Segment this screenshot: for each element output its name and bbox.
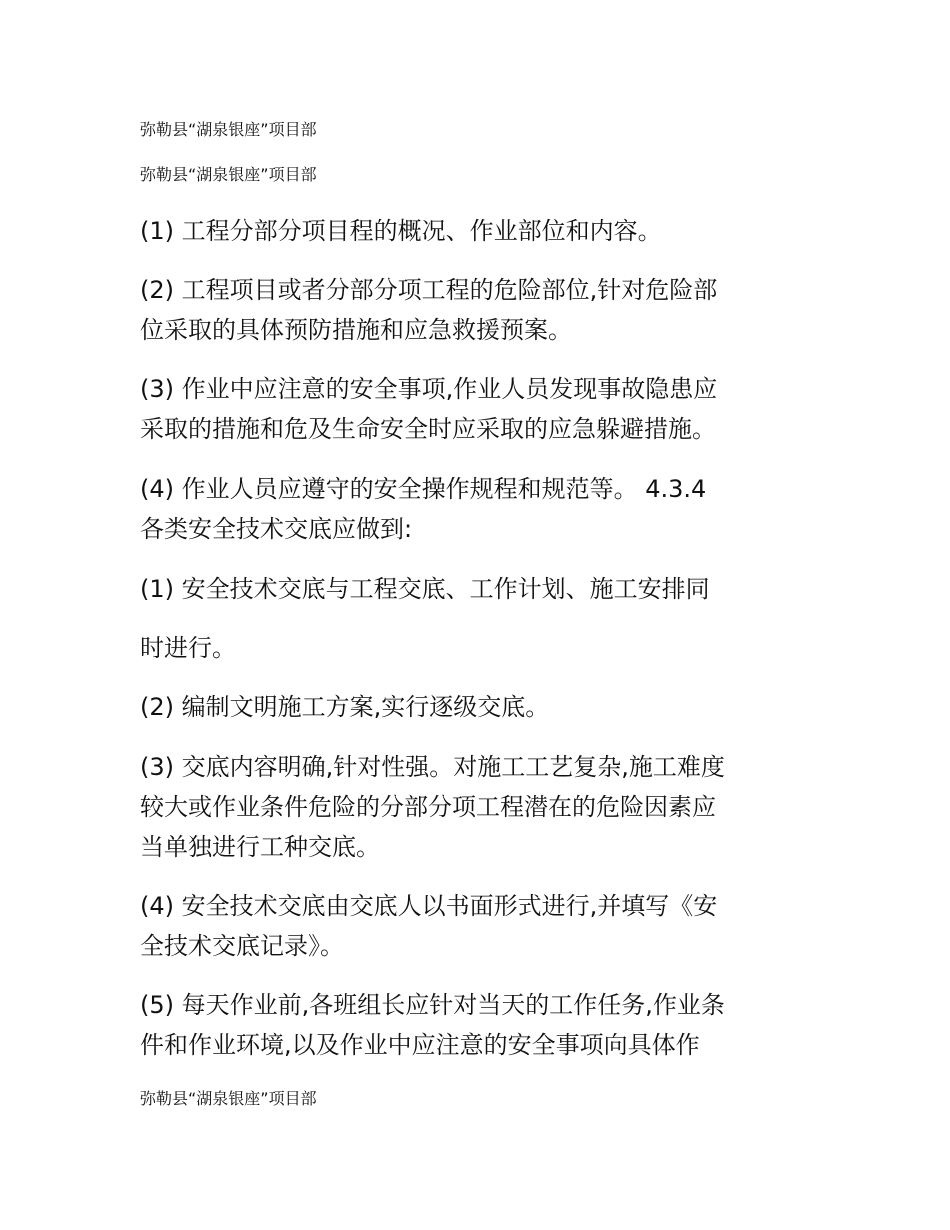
paragraph-5 (140, 569, 820, 609)
paragraph-line: (3) 交底内容明确,针对性强。对施工工艺复杂,施工难度 (140, 753, 725, 781)
paragraph-4 (140, 469, 820, 549)
paragraph-line: 较大或作业条件危险的分部分项工程潜在的危险因素应 (140, 793, 716, 821)
paragraph-line: (1) 安全技术交底与工程交底、工作计划、施工安排同 (140, 575, 710, 603)
paragraph-line: 当单独进行工种交底。 (140, 833, 380, 861)
paragraph-9 (140, 886, 820, 966)
paragraph-line: (2) 工程项目或者分部分项工程的危险部位,针对危险部 (140, 276, 718, 304)
paragraph-line: (3) 作业中应注意的安全事项,作业人员发现事故隐患应 (140, 375, 718, 403)
paragraph-7 (140, 687, 820, 727)
paragraph-line: 全技术交底记录》。 (140, 932, 344, 960)
paragraph-line: 各类安全技术交底应做到: (140, 515, 413, 543)
paragraph-line: 件和作业环境,以及作业中应注意的安全事项向具体作 (140, 1031, 700, 1059)
paragraph-line: 时进行。 (140, 634, 236, 662)
paragraph-8 (140, 747, 820, 867)
page-header-line-1: 弥勒县“湖泉银座”项目部 (140, 120, 317, 139)
paragraph-line: (2) 编制文明施工方案,实行逐级交底。 (140, 693, 550, 721)
page-footer: 弥勒县“湖泉银座”项目部 (140, 1089, 317, 1108)
paragraph-line: (1) 工程分部分项目程的概况、作业部位和内容。 (140, 217, 662, 245)
paragraph-6 (140, 628, 820, 668)
paragraph-line: 位采取的具体预防措施和应急救援预案。 (140, 316, 572, 344)
paragraph-1 (140, 211, 820, 251)
paragraph-line: 采取的措施和危及生命安全时应采取的应急躲避措施。 (140, 415, 716, 443)
paragraph-10 (140, 985, 820, 1065)
paragraph-line: (5) 每天作业前,各班组长应针对当天的工作任务,作业条 (140, 991, 725, 1019)
paragraph-3 (140, 369, 820, 449)
paragraph-2 (140, 270, 820, 350)
page-header-line-2: 弥勒县“湖泉银座”项目部 (140, 165, 317, 184)
paragraph-line: (4) 作业人员应遵守的安全操作规程和规范等。 4.3.4 (140, 475, 707, 503)
paragraph-line: (4) 安全技术交底由交底人以书面形式进行,并填写《安 (140, 892, 718, 920)
